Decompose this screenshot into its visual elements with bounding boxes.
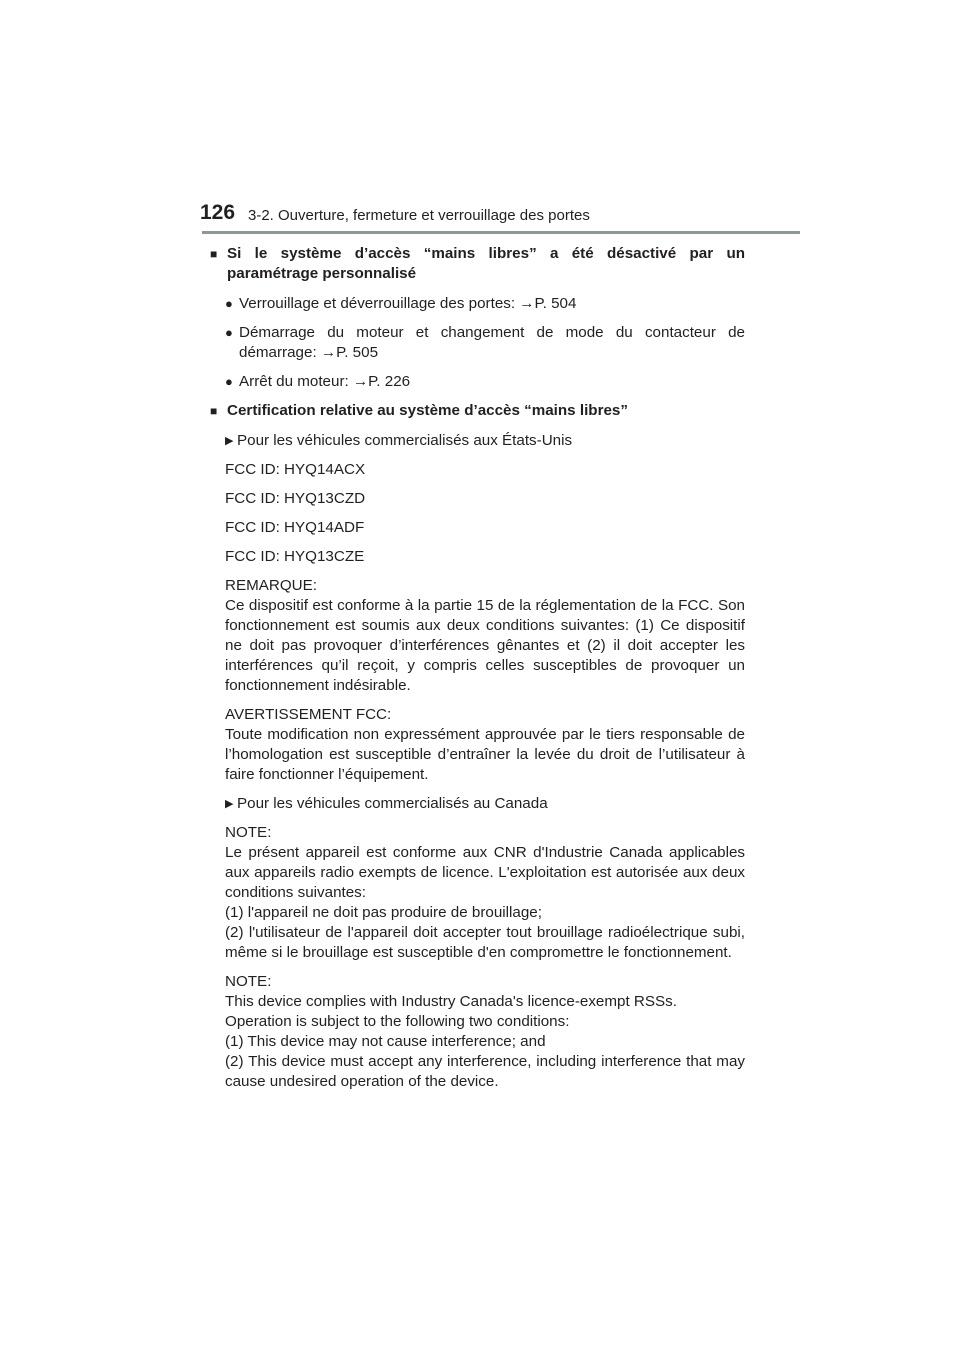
remarque-text: Ce dispositif est conforme à la partie 15 de la réglementation de la FCC. Son fonctionnement est soumis aux deux conditions suivantes: (1) Ce dispositif ne doit pas provoquer d’interférences gênantes et (2) il doit accepter les interférences qu’il reçoit, y compris celles susceptibles de provoquer un fonctionnement indésirable.: [225, 597, 745, 694]
heading-text: Si le système d’accès “mains libres” a été désactivé par un paramétrage personnalisé: [227, 245, 745, 282]
avertissement-text: Toute modification non expressément approuvée par le tiers responsable de l’homologation est susceptible d’entraîner la levée du droit de l’utilisateur à faire fonctionner l’équipement.: [225, 726, 745, 783]
list-item-text: Arrêt du moteur: →P. 226: [239, 373, 411, 390]
fcc-id: FCC ID: HYQ13CZE: [225, 548, 365, 565]
heading-text: Certification relative au système d’accès “mains libres”: [227, 402, 628, 419]
note-line: (1) This device may not cause interference; and: [225, 1033, 546, 1050]
header-rule: [202, 231, 800, 234]
circle-bullet-icon: ●: [225, 296, 233, 311]
list-item: [225, 323, 745, 363]
note-title: NOTE:: [225, 824, 272, 841]
region-label-text: Pour les véhicules commercialisés au Canada: [237, 795, 548, 812]
remarque-title: REMARQUE:: [225, 577, 317, 594]
note-fr-block: [225, 823, 745, 963]
region-label: [225, 431, 745, 451]
avertissement-title: AVERTISSEMENT FCC:: [225, 706, 392, 723]
note-title: NOTE:: [225, 973, 272, 990]
page-number: 126: [200, 201, 236, 224]
section-heading: [210, 401, 745, 421]
region-label: [225, 794, 745, 814]
note-line: (1) l'appareil ne doit pas produire de brouillage;: [225, 904, 542, 921]
section-title: 3-2. Ouverture, fermeture et verrouillage des portes: [248, 207, 590, 224]
fcc-id: FCC ID: HYQ14ADF: [225, 519, 365, 536]
fcc-id: FCC ID: HYQ14ACX: [225, 461, 366, 478]
triangle-arrow-icon: ▶: [225, 798, 234, 810]
section-heading: [210, 244, 745, 284]
note-line: (2) l'utilisateur de l'appareil doit accepter tout brouillage radioélectrique subi, même si le brouillage est susceptible d'en compromettre le fonctionnement.: [225, 924, 745, 961]
note-line: This device complies with Industry Canada's licence-exempt RSSs.: [225, 993, 677, 1010]
list-item: [225, 294, 745, 314]
circle-bullet-icon: ●: [225, 325, 233, 340]
remarque-block: [225, 576, 745, 696]
list-item: [225, 372, 745, 392]
region-label-text: Pour les véhicules commercialisés aux États-Unis: [237, 432, 573, 449]
page-content: [210, 244, 745, 1101]
list-item-text: Verrouillage et déverrouillage des portes: →P. 504: [239, 295, 577, 312]
circle-bullet-icon: ●: [225, 374, 233, 389]
triangle-arrow-icon: ▶: [225, 435, 234, 447]
fcc-id: FCC ID: HYQ13CZD: [225, 490, 366, 507]
note-line: Operation is subject to the following two conditions:: [225, 1013, 570, 1030]
note-line: (2) This device must accept any interference, including interference that may cause undesired operation of the device.: [225, 1053, 745, 1090]
avertissement-block: [225, 705, 745, 785]
list-item-text: Démarrage du moteur et changement de mode du contacteur de démarrage: →P. 505: [239, 324, 745, 361]
square-bullet-icon: ■: [210, 404, 218, 418]
note-en-block: [225, 972, 745, 1092]
square-bullet-icon: ■: [210, 247, 218, 261]
note-line: Le présent appareil est conforme aux CNR d'Industrie Canada applicables aux appareils radio exempts de licence. L'exploitation est autorisée aux deux conditions suivantes:: [225, 844, 745, 901]
